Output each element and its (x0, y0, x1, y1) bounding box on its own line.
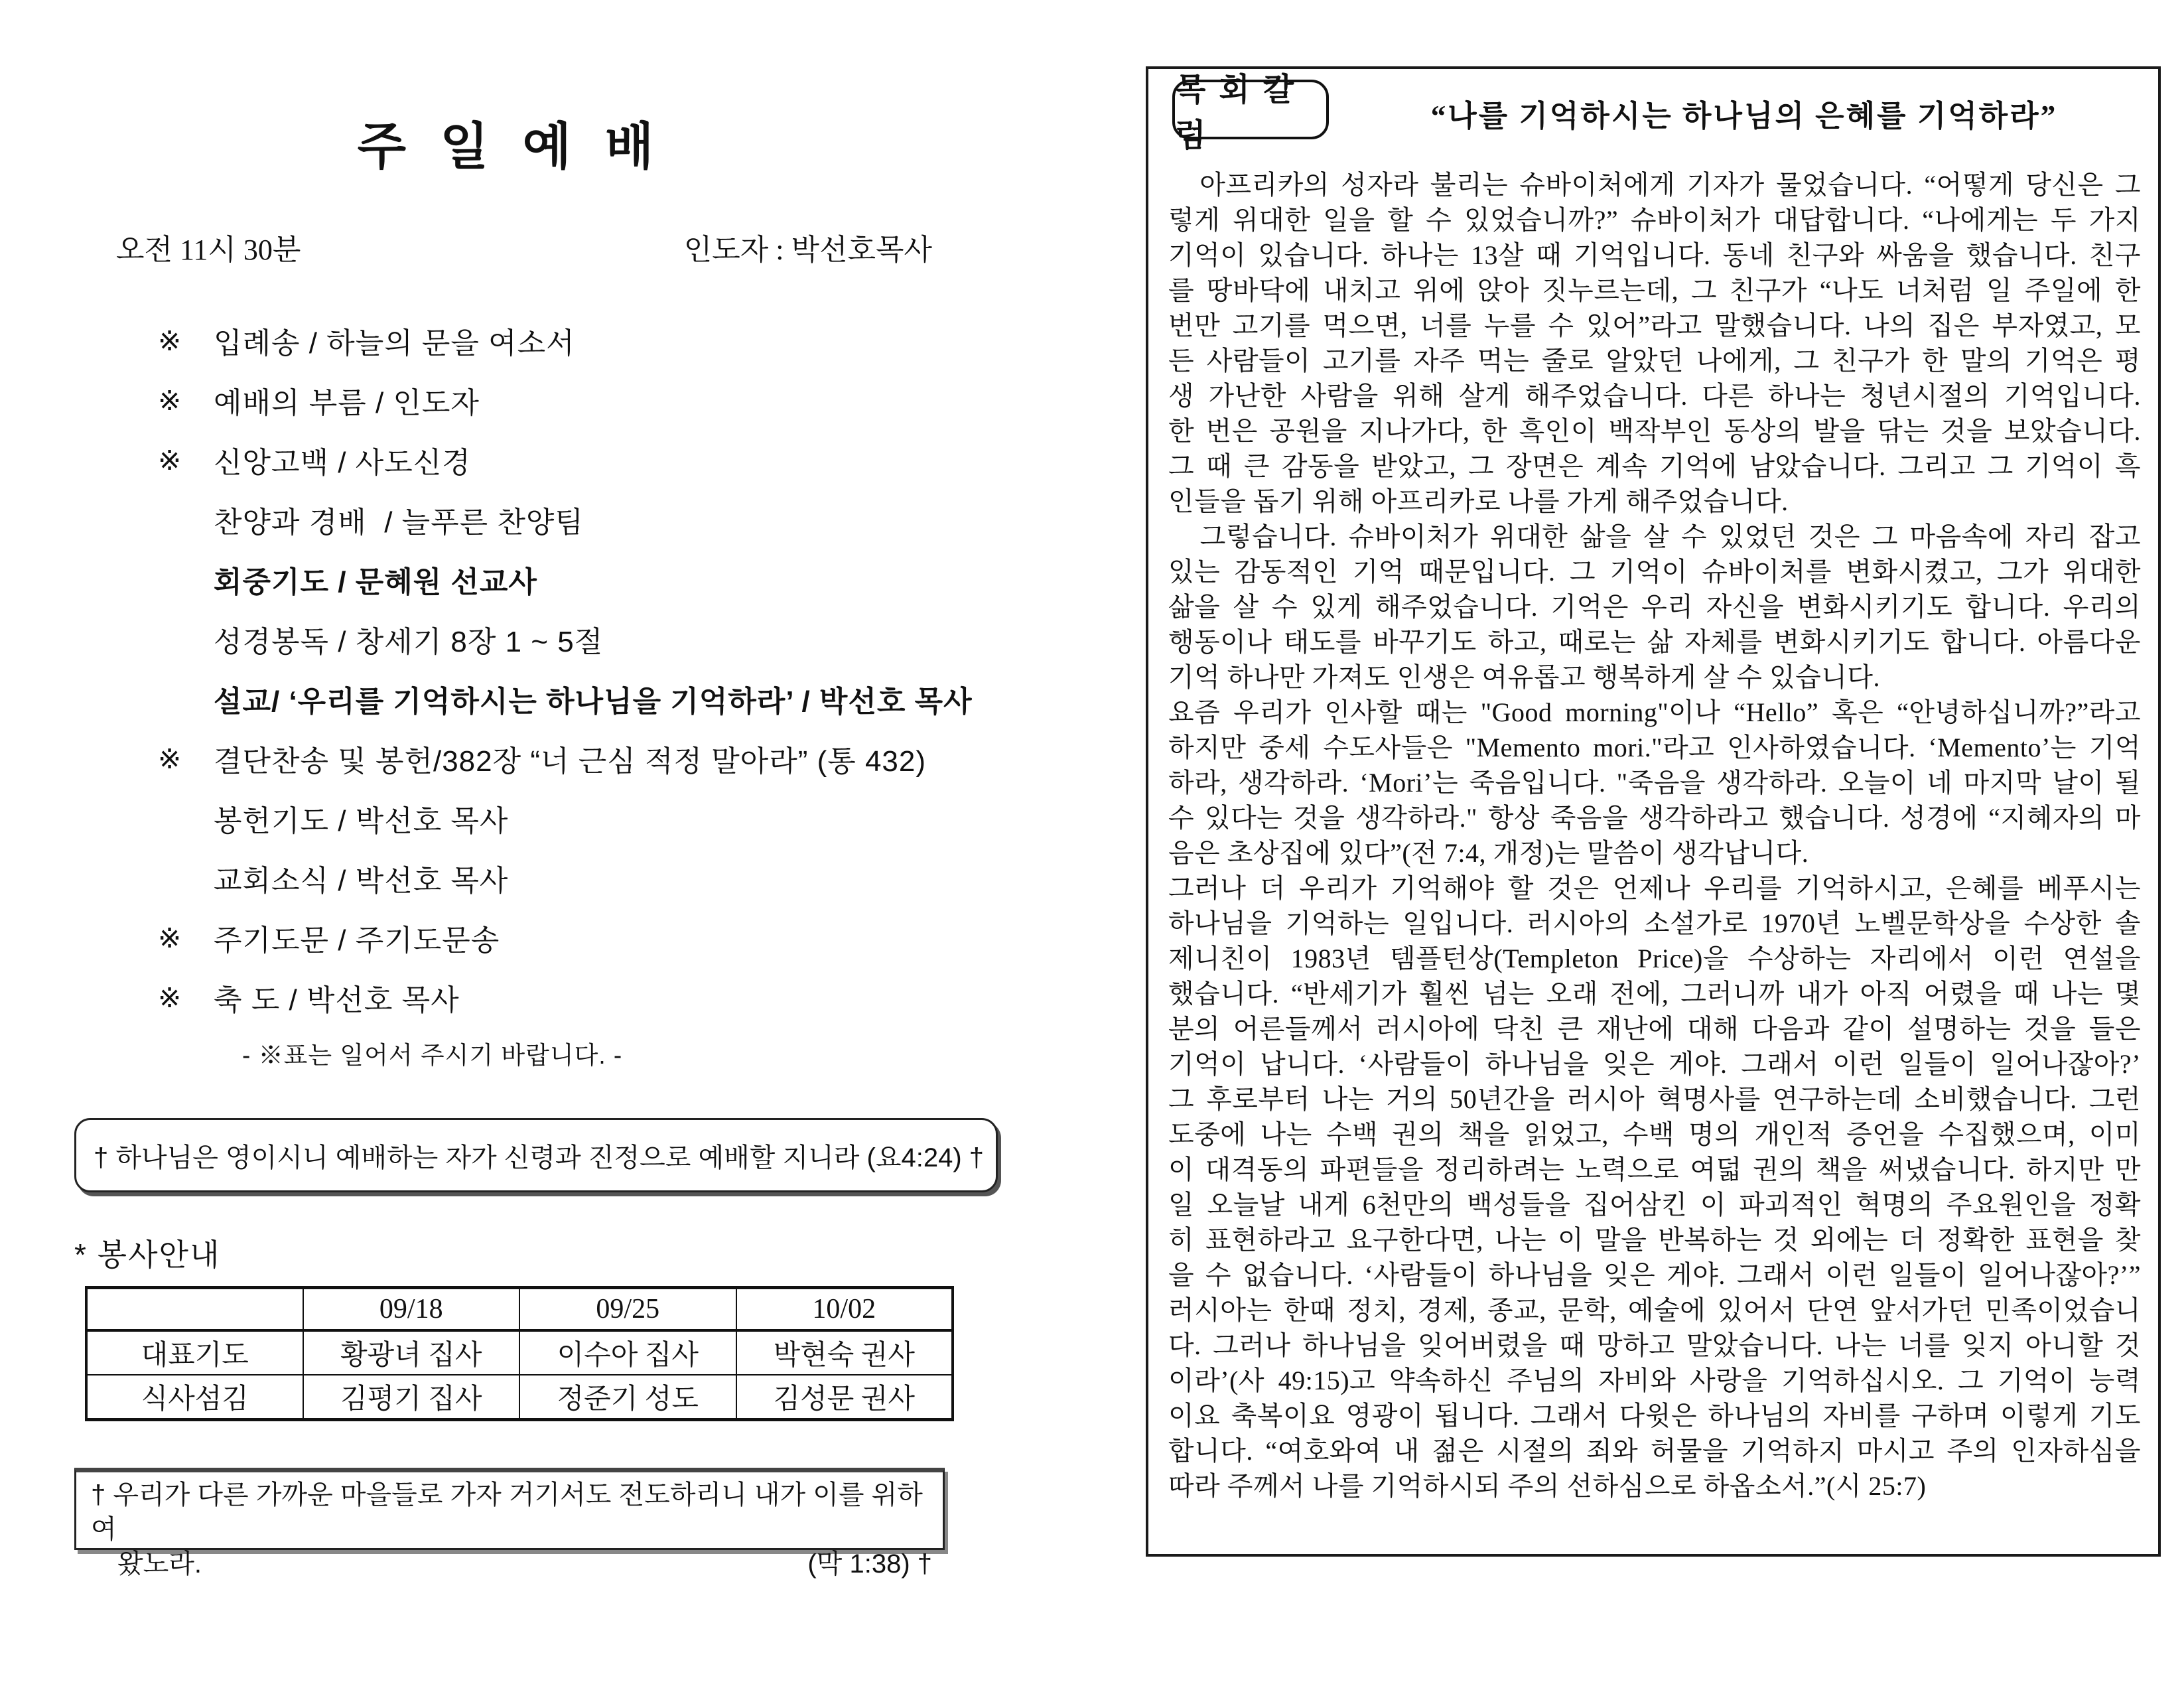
verse-box-bottom-reference: (막 1:38) † (807, 1549, 932, 1579)
column-body-line: 생 가난한 사람을 위해 살게 해주었습니다. 다른 하나는 청년시절의 기억입니다. (1168, 381, 2141, 411)
column-body-line: 러시아는 한때 정치, 경제, 종교, 문학, 예술에 있어서 단연 앞서가던 민족이었습니 (1168, 1295, 2141, 1325)
worship-order-list (158, 311, 1080, 1027)
pastoral-column-title: “나를 기억하시는 하나님의 은혜를 기억하라” (1430, 100, 2058, 133)
column-body-line: 기억이 있습니다. 하나는 13살 때 기억입니다. 동네 친구와 싸움을 했습니다. 친구 (1168, 240, 2141, 270)
worship-order-item-text: 축 도 / 박선호 목사 (214, 984, 460, 1017)
column-body-line: 이라’(사 49:15)고 약속하신 주님의 자비와 사랑을 기억하십시오. 그 기억이 능력 (1168, 1366, 2141, 1395)
column-body-line: 를 땅바닥에 내치고 위에 앉아 짓누르는데, 그 친구가 “나도 너처럼 일 주일에 한 (1168, 275, 2141, 305)
worship-order-item (158, 848, 1080, 908)
worship-order-item (158, 967, 1080, 1027)
table-cell: 박현숙 권사 (736, 1330, 953, 1375)
table-cell: 이수아 집사 (519, 1330, 736, 1375)
pastoral-column-badge: 목 회 칼 럼 (1172, 80, 1329, 139)
column-body-line: 따라 주께서 나를 기억하시되 주의 선하심으로 하옵소서.”(시 25:7) (1168, 1471, 1927, 1501)
standing-mark: ※ (158, 981, 182, 1013)
column-body-line: 일 오늘날 내게 6천만의 백성들을 집어삼킨 이 파괴적인 혁명의 주요원인을 정확 (1168, 1190, 2141, 1220)
worship-order-item (158, 549, 1080, 609)
worship-order-item-text: 교회소식 / 박선호 목사 (214, 865, 509, 897)
column-body-line: 인들을 돕기 위해 아프리카로 나를 가게 해주었습니다. (1168, 486, 1789, 516)
verse-box-bottom (74, 1468, 945, 1579)
pastoral-column (1146, 66, 2161, 1557)
standing-mark: ※ (158, 444, 182, 476)
column-body-line: 아프리카의 성자라 불리는 슈바이처에게 기자가 물었습니다. “어떻게 당신은 그 (1168, 170, 2141, 200)
page-title: 주 일 예 배 (357, 119, 665, 175)
column-body-line: 있는 감동적인 기억 때문입니다. 그 기억이 슈바이처를 변화시켰고, 그가 위대한 (1168, 557, 2141, 587)
verse-box-top (74, 1118, 998, 1192)
worship-order-item-text: 결단찬송 및 봉헌/382장 “너 근심 적정 말아라” (통 432) (214, 745, 927, 778)
service-schedule-table (85, 1286, 954, 1421)
column-body-line: 그러나 더 우리가 기억해야 할 것은 언제나 우리를 기억하시고, 은혜를 베푸시는 (1168, 873, 2141, 903)
table-cell: 식사섬김 (86, 1375, 303, 1420)
table-row (86, 1330, 953, 1375)
column-body-line: 그 후로부터 나는 거의 50년간을 러시아 혁명사를 연구하는데 소비했습니다. 그런 (1168, 1084, 2141, 1114)
column-body-line: 한 번은 공원을 지나가다, 한 흑인이 백작부인 동상의 발을 닦는 것을 보았습니다. (1168, 416, 2141, 446)
table-header-cell (86, 1288, 303, 1331)
table-cell: 정준기 성도 (519, 1375, 736, 1420)
column-body-line: 제니친이 1983년 템플턴상(Templeton Price)을 수상하는 자리에서 이런 연설을 (1168, 944, 2141, 973)
column-body-line: 하지만 중세 수도사들은 "Memento mori."라고 인사하였습니다. ‘Memento’는 기억 (1168, 733, 2141, 762)
worship-order-item-text: 신앙고백 / 사도신경 (214, 447, 471, 479)
worship-order-item (158, 430, 1080, 490)
column-body-line: 기억이 납니다. ‘사람들이 하나님을 잊은 게야. 그래서 이런 일들이 일어나잖아?’ (1168, 1049, 2141, 1079)
worship-order-item (158, 908, 1080, 967)
column-body-line: 렇게 위대한 일을 할 수 있었습니까?” 슈바이처가 대답합니다. “나에게는 두 가지 (1168, 205, 2141, 235)
worship-order-item (158, 669, 1080, 729)
column-body-line: 그렇습니다. 슈바이처가 위대한 삶을 살 수 있었던 것은 그 마음속에 자리 잡고 (1168, 522, 2141, 551)
worship-order-item (158, 311, 1080, 370)
worship-order-item-text: 봉헌기도 / 박선호 목사 (214, 805, 509, 837)
column-body-line: 기억 하나만 가져도 인생은 여유롭고 행복하게 살 수 있습니다. (1168, 662, 1880, 692)
worship-order-item (158, 788, 1080, 848)
column-body-line: 하나님을 기억하는 일입니다. 러시아의 소설가로 1970년 노벨문학상을 수상한 솔 (1168, 908, 2141, 938)
column-body-line: 이 대격동의 파편들을 정리하려는 노력으로 여덟 권의 책을 써냈습니다. 하지만 만 (1168, 1155, 2141, 1184)
standing-mark: ※ (158, 742, 182, 774)
verse-box-bottom-continuation: 왔노라. (117, 1549, 202, 1579)
service-leader: 인도자 : 박선호목사 (683, 234, 932, 266)
column-body-line: 히 표현하라고 요구한다면, 나는 이 말을 반복하는 것 외에는 더 정확한 표현을 찾 (1168, 1225, 2141, 1255)
column-body-line: 요즘 우리가 인사할 때는 "Good morning"이나 “Hello” 혹은 “안녕하십니까?”라고 (1168, 697, 2141, 727)
verse-box-bottom-line1: † 우리가 다른 가까운 마을들로 가자 거기서도 전도하리니 내가 이를 위하여 (91, 1480, 923, 1544)
standing-note: - ※표는 일어서 주시기 바랍니다. - (242, 1042, 623, 1069)
column-body-line: 수 있다는 것을 생각하라." 항상 죽음을 생각하라고 했습니다. 성경에 “지혜자의 마 (1168, 803, 2141, 833)
column-body-line: 그 때 큰 감동을 받았고, 그 장면은 계속 기억에 남았습니다. 그리고 그 기억이 흑 (1168, 451, 2141, 481)
table-header-row (86, 1288, 953, 1331)
column-body-line: 했습니다. “반세기가 훨씬 넘는 오래 전에, 그러니까 내가 아직 어렸을 때 나는 몇 (1168, 979, 2141, 1009)
column-body-line: 다. 그러나 하나님을 잊어버렸을 때 망하고 말았습니다. 나는 너를 잊지 아니할 것 (1168, 1330, 2141, 1360)
worship-order-item-text: 예배의 부름 / 인도자 (214, 387, 480, 419)
table-row (86, 1375, 953, 1420)
column-body-line: 을 수 없습니다. ‘사람들이 하나님을 잊은 게야. 그래서 이런 일들이 일어나잖아?’” (1168, 1260, 2141, 1290)
table-cell: 김평기 집사 (303, 1375, 520, 1420)
column-body (1168, 167, 2141, 1504)
standing-mark: ※ (158, 384, 182, 416)
worship-order-item (158, 609, 1080, 669)
worship-order-item-text: 설교/ ‘우리를 기억하시는 하나님을 기억하라’ / 박선호 목사 (214, 685, 973, 718)
column-body-line: 삶을 살 수 있게 해주었습니다. 기억은 우리 자신을 변화시키기도 합니다. 우리의 (1168, 592, 2141, 622)
column-body-line: 이요 축복이요 영광이 됩니다. 그래서 다윗은 하나님의 자비를 구하며 이렇게 기도 (1168, 1401, 2141, 1431)
column-body-line: 분의 어른들께서 러시아에 닥친 큰 재난에 대해 다음과 같이 설명하는 것을 들은 (1168, 1014, 2141, 1044)
table-cell: 황광녀 집사 (303, 1330, 520, 1375)
column-body-line: 하라, 생각하라. ‘Mori’는 죽음입니다. "죽음을 생각하라. 오늘이 네 마지막 날이 될 (1168, 768, 2141, 798)
service-time: 오전 11시 30분 (116, 234, 301, 266)
worship-order-item (158, 490, 1080, 549)
column-body-line: 음은 초상집에 있다”(전 7:4, 개정)는 말씀이 생각납니다. (1168, 838, 1809, 868)
table-cell: 김성문 권사 (736, 1375, 953, 1420)
table-cell: 대표기도 (86, 1330, 303, 1375)
service-header-row (116, 226, 932, 268)
column-body-line: 합니다. “여호와여 내 젊은 시절의 죄와 허물을 기억하지 마시고 주의 인자하심을 (1168, 1436, 2141, 1466)
worship-order-item-text: 성경봉독 / 창세기 8장 1 ~ 5절 (214, 626, 604, 658)
standing-mark: ※ (158, 324, 182, 356)
verse-box-bottom-line2 (91, 1547, 932, 1581)
verse-box-top-text: † 하나님은 영이시니 예배하는 자가 신령과 진정으로 예배할 지니라 (요4:24) † (94, 1143, 985, 1172)
column-body-line: 번만 고기를 먹으면, 너를 누를 수 있어”라고 말했습니다. 나의 집은 부자였고, 모 (1168, 311, 2141, 340)
table-header-cell: 09/18 (303, 1288, 520, 1331)
column-body-line: 든 사람들이 고기를 자주 먹는 줄로 알았던 나에게, 그 친구가 한 말의 기억은 평 (1168, 346, 2141, 376)
worship-order-item-text: 회중기도 / 문혜원 선교사 (214, 566, 537, 599)
worship-order-item-text: 주기도문 / 주기도문송 (214, 924, 500, 957)
table-header-cell: 09/25 (519, 1288, 736, 1331)
table-header-cell: 10/02 (736, 1288, 953, 1331)
standing-mark: ※ (158, 922, 182, 953)
column-body-line: 도중에 나는 수백 권의 책을 읽었고, 수백 명의 개인적 증언을 수집했으며, 이미 (1168, 1119, 2141, 1149)
service-guide-title: * 봉사안내 (74, 1237, 221, 1272)
column-body-line: 행동이나 태도를 바꾸기도 하고, 때로는 삶 자체를 변화시키기도 합니다. 아름다운 (1168, 627, 2141, 657)
worship-order-item (158, 729, 1080, 788)
worship-order-item-text: 찬양과 경배 / 늘푸른 찬양팀 (214, 506, 584, 539)
worship-order-item (158, 370, 1080, 430)
worship-order-item-text: 입례송 / 하늘의 문을 여소서 (214, 327, 575, 360)
